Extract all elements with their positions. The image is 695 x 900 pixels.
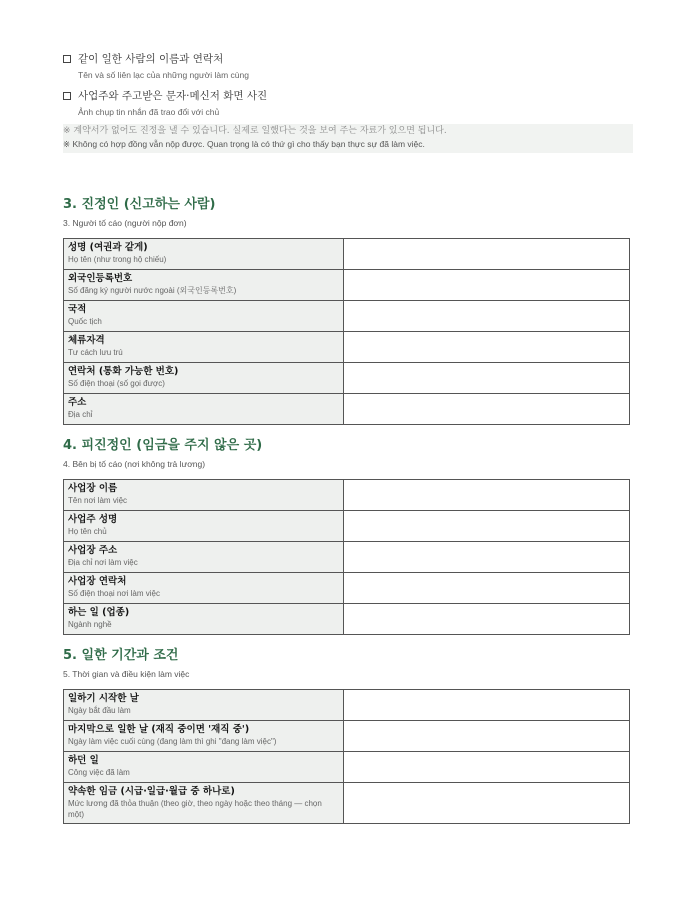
job-description-field[interactable] [344,752,630,783]
label-vi: Địa chỉ [68,410,93,419]
field-label [64,783,344,824]
label-vi: Địa chỉ nơi làm việc [68,558,138,567]
table-row [64,394,630,425]
field-label [64,363,344,394]
table-row [64,604,630,635]
visa-status-field[interactable] [344,332,630,363]
evidence-label-ko: 사업주와 주고받은 문자·메신저 화면 사진 [78,90,268,102]
field-label [64,239,344,270]
section-subtitle: 4. Bên bị tố cáo (nơi không trả lương) [63,459,206,469]
section-3 [63,196,631,425]
field-label [64,752,344,783]
table-row [64,542,630,573]
field-label [64,270,344,301]
workplace-name-field[interactable] [344,480,630,511]
label-ko: 하던 일 [68,755,99,766]
label-ko: 사업장 이름 [68,483,118,494]
label-vi: Tên nơi làm việc [68,496,128,505]
section-title: 3. 진정인 (신고하는 사람) [63,197,216,212]
label-ko: 약속한 임금 (시급·일급·월급 중 하나로) [68,786,235,797]
table-row [64,690,630,721]
field-label [64,394,344,425]
note-box [63,124,633,153]
table-row [64,480,630,511]
evidence-label-vi: Ảnh chụp tin nhắn đã trao đổi với chủ [78,107,220,117]
table-row [64,721,630,752]
label-vi: Ngành nghề [68,620,112,629]
start-date-field[interactable] [344,690,630,721]
label-ko: 사업주 성명 [68,514,118,525]
checkbox[interactable] [63,92,71,100]
table-row [64,573,630,604]
label-vi: Số đăng ký người nước ngoài (외국인등록번호) [68,286,237,295]
field-label [64,332,344,363]
section-subtitle: 5. Thời gian và điều kiện làm việc [63,669,190,679]
label-ko: 체류자격 [68,335,105,346]
table-row [64,511,630,542]
label-vi: Ngày bắt đầu làm [68,706,131,715]
note-vi: ※ Không có hợp đồng vẫn nộp được. Quan trọng là có thứ gì cho thấy bạn thực sự đã làm việc. [63,139,425,149]
field-label [64,480,344,511]
last-date-field[interactable] [344,721,630,752]
address-field[interactable] [344,394,630,425]
section-5 [63,647,631,824]
work-conditions-table [63,689,630,824]
label-vi: Công việc đã làm [68,768,130,777]
table-row [64,363,630,394]
workplace-phone-field[interactable] [344,573,630,604]
name-field[interactable] [344,239,630,270]
table-row [64,783,630,824]
table-row [64,239,630,270]
workplace-address-field[interactable] [344,542,630,573]
field-label [64,573,344,604]
label-vi: Họ tên (như trong hộ chiếu) [68,255,167,264]
phone-field[interactable] [344,363,630,394]
label-ko: 하는 일 (업종) [68,607,130,618]
section-title: 5. 일한 기간과 조건 [63,648,179,663]
evidence-label-vi: Tên và số liên lạc của những người làm cùng [78,70,249,80]
label-ko: 국적 [68,304,87,315]
label-ko: 일하기 시작한 날 [68,693,139,704]
industry-field[interactable] [344,604,630,635]
table-row [64,270,630,301]
complainant-table [63,238,630,425]
field-label [64,301,344,332]
label-ko: 외국인등록번호 [68,273,133,284]
label-vi: Ngày làm việc cuối cùng (đang làm thì ghi "đang làm việc") [68,737,277,746]
field-label [64,690,344,721]
label-vi: Số điện thoại nơi làm việc [68,589,160,598]
table-row [64,332,630,363]
respondent-table [63,479,630,635]
promised-wage-field[interactable] [344,783,630,824]
label-ko: 사업장 주소 [68,545,118,556]
field-label [64,511,344,542]
table-row [64,301,630,332]
label-vi: Họ tên chủ [68,527,107,536]
checkbox[interactable] [63,55,71,63]
label-vi: Mức lương đã thỏa thuận (theo giờ, theo ngày hoặc theo tháng — chọn một) [68,799,322,819]
label-vi: Quốc tịch [68,317,102,326]
label-ko: 사업장 연락처 [68,576,127,587]
evidence-checklist [63,52,631,118]
field-label [64,542,344,573]
table-row [64,752,630,783]
evidence-label-ko: 같이 일한 사람의 이름과 연락처 [78,53,224,65]
evidence-item [63,89,631,118]
registration-number-field[interactable] [344,270,630,301]
field-label [64,604,344,635]
employer-name-field[interactable] [344,511,630,542]
section-4 [63,437,631,635]
note-ko: ※ 계약서가 없어도 진정을 낼 수 있습니다. 실제로 일했다는 것을 보여 주는 자료가 있으면 됩니다. [63,126,447,136]
label-vi: Tư cách lưu trú [68,348,123,357]
label-ko: 연락처 (통화 가능한 번호) [68,366,179,377]
nationality-field[interactable] [344,301,630,332]
field-label [64,721,344,752]
evidence-item [63,52,631,81]
form-content [63,52,631,824]
section-title: 4. 피진정인 (임금을 주지 않은 곳) [63,438,263,453]
label-ko: 마지막으로 일한 날 (재직 중이면 '재직 중') [68,724,250,735]
label-vi: Số điện thoại (số gọi được) [68,379,165,388]
label-ko: 주소 [68,397,87,408]
label-ko: 성명 (여권과 같게) [68,242,148,253]
section-subtitle: 3. Người tố cáo (người nộp đơn) [63,218,187,228]
